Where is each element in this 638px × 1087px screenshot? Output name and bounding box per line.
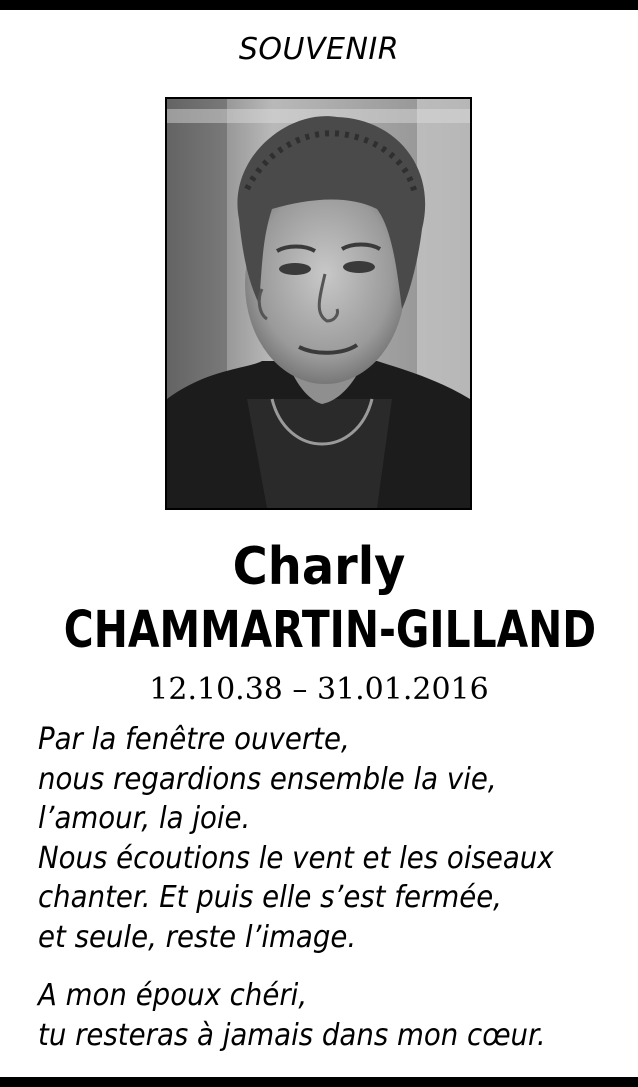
dedication bbox=[38, 976, 618, 1055]
bottom-border-rule bbox=[0, 1077, 638, 1087]
poem-line: Par la fenêtre ouverte, bbox=[38, 722, 350, 757]
dedication-line: tu resteras à jamais dans mon cœur. bbox=[38, 1017, 546, 1053]
dedication-line: A mon époux chéri, bbox=[38, 978, 308, 1013]
notice-heading: SOUVENIR bbox=[238, 32, 400, 67]
poem-line: nous regardions ensemble la vie, bbox=[38, 761, 497, 797]
top-border-rule bbox=[0, 0, 638, 10]
poem bbox=[38, 720, 618, 957]
poem-line: Nous écoutions le vent et les oiseaux bbox=[38, 840, 554, 876]
poem-line: chanter. Et puis elle s’est fermée, bbox=[38, 880, 502, 915]
last-name: CHAMMARTIN-GILLAND bbox=[63, 601, 597, 660]
poem-line: et seule, reste l’image. bbox=[38, 919, 357, 955]
life-dates: 12.10.38 – 31.01.2016 bbox=[149, 672, 489, 707]
portrait-photo-icon bbox=[167, 99, 470, 508]
first-name: Charly bbox=[232, 537, 406, 597]
portrait-photo bbox=[165, 97, 472, 510]
poem-line: l’amour, la joie. bbox=[38, 801, 251, 836]
